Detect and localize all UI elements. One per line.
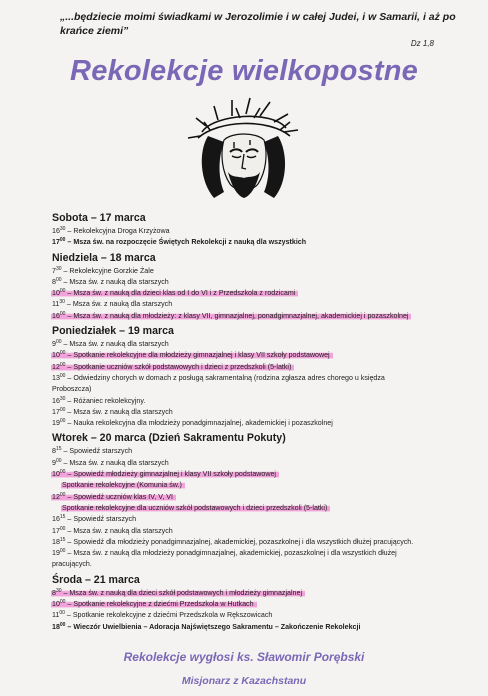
schedule-time: $12^{00}$	[52, 491, 66, 501]
schedule-time: $9^{00}$	[52, 457, 62, 467]
schedule-text: – Spowiedź starszych	[65, 515, 137, 524]
schedule-text: – Wieczór Uwielbienia – Adoracja Najświętszego Sakramentu – Zakończenie Rekolekcji	[65, 622, 361, 631]
schedule-item	[52, 622, 488, 633]
schedule-item	[52, 514, 488, 525]
schedule-item	[52, 299, 488, 310]
schedule-text: – Spotkanie uczniów szkół podstawowych i dzieci z przedszkoli (5-latki)	[65, 362, 292, 371]
schedule-text: – Spowiedź uczniów klas IV, V, VI	[65, 492, 173, 501]
page-title: Rekolekcje wielkopostne	[70, 55, 418, 87]
schedule-text: – Msza św. z nauką dla starszych	[65, 407, 173, 416]
schedule-text: – Msza św. z nauką dla starszych	[61, 458, 169, 467]
schedule-text: – Msza św. z nauką dla młodzieży ponadgimnazjalnej, akademickiej, pozaszkolnej i dla wszystkich dłużej pracujących.	[52, 549, 397, 569]
schedule-text: – Różaniec rekolekcyjny.	[65, 396, 146, 405]
schedule-text: – Nauka rekolekcyjna dla młodzieży ponadgimnazjalnej, akademickiej i pozaszkolnej	[65, 419, 333, 428]
schedule-time: $19^{00}$	[52, 418, 66, 428]
schedule-item	[52, 373, 417, 396]
schedule-item	[52, 458, 488, 469]
jesus-crown-of-thorns-icon	[184, 92, 302, 204]
schedule-time: $10^{00}$	[52, 599, 66, 609]
schedule	[52, 209, 488, 633]
schedule-time: $18^{00}$	[52, 621, 66, 631]
schedule-time: $19^{00}$	[52, 548, 66, 558]
schedule-text: – Msza św. z nauką dla starszych	[61, 340, 169, 349]
schedule-item	[52, 407, 488, 418]
schedule-text: – Spowiedź młodzieży gimnazjalnej i klasy VII szkoły podstawowej	[65, 470, 276, 479]
schedule-item	[52, 277, 488, 288]
schedule-text: Spotkanie rekolekcyjne (Komunia św.)	[62, 481, 182, 490]
schedule-time: $17^{00}$	[52, 406, 66, 416]
schedule-time: $16^{00}$	[52, 310, 66, 320]
schedule-text: – Msza św. z nauką dla starszych	[61, 277, 169, 286]
schedule-time: $12^{00}$	[52, 361, 66, 371]
schedule-time: $11^{30}$	[52, 299, 65, 309]
schedule-item	[52, 311, 488, 322]
schedule-text: – Spowiedź starszych	[61, 447, 133, 456]
schedule-time: $11^{00}$	[52, 610, 65, 620]
schedule-item	[52, 418, 488, 429]
day-heading: Sobota – 17 marca	[52, 212, 146, 224]
schedule-item	[52, 537, 417, 548]
schedule-item	[52, 526, 488, 537]
schedule-item	[52, 237, 488, 248]
schedule-item	[52, 396, 488, 407]
schedule-item	[52, 469, 488, 480]
schedule-item	[52, 339, 488, 350]
schedule-text: – Spotkanie rekolekcyjne z dziećmi Przedszkola w Rększowicach	[64, 611, 273, 620]
bible-reference: Dz 1,8	[410, 39, 434, 48]
schedule-item	[52, 548, 417, 571]
schedule-time: $8^{15}$	[52, 446, 62, 456]
schedule-text: Spotkanie rekolekcyjne dla uczniów szkół podstawowych i dzieci przedszkoli (5-latki)	[62, 503, 328, 512]
schedule-item	[52, 588, 488, 599]
schedule-time: $7^{30}$	[52, 265, 62, 275]
schedule-time: $16^{30}$	[52, 226, 66, 235]
speaker-line: Rekolekcje wygłosi ks. Sławomir Porębski	[123, 650, 365, 664]
schedule-item	[52, 350, 488, 361]
schedule-time: $17^{00}$	[52, 237, 66, 247]
schedule-item	[52, 446, 488, 457]
schedule-text: – Msza św. z nauką dla starszych	[65, 526, 173, 535]
bible-quote: „...będziecie moimi świadkami w Jerozolimie i w całej Judei, i w Samarii, i aż po krańce ziemi”	[60, 11, 456, 37]
schedule-item	[52, 266, 488, 277]
schedule-time: $10^{00}$	[52, 288, 66, 298]
schedule-time: $8^{30}$	[52, 587, 62, 597]
day-heading: Wtorek – 20 marca (Dzień Sakramentu Pokuty)	[52, 432, 286, 445]
schedule-text: – Odwiedziny chorych w domach z posługą sakramentalną (rodzina zgłasza adres chorego u księdza Proboszcza)	[52, 373, 385, 394]
schedule-time: $18^{15}$	[52, 536, 66, 546]
schedule-time: $10^{00}$	[52, 350, 66, 360]
schedule-text: – Spowiedź dla młodzieży ponadgimnazjalnej, akademickiej, pozaszkolnej i dla wszystkich dłużej pracujących.	[65, 537, 414, 546]
day-heading: Niedziela – 18 marca	[52, 251, 156, 264]
day-heading: Środa – 21 marca	[52, 573, 140, 586]
schedule-text: – Msza św. z nauką dla młodzieży: z klasy VII, gimnazjalnej, ponadgimnazjalnej, akademickiej i pozaszkolnej	[65, 311, 409, 320]
schedule-item	[52, 226, 488, 237]
schedule-text: – Spotkanie rekolekcyjne z dziećmi Przedszkola w Hutkach	[65, 600, 254, 609]
schedule-text: – Msza św. z nauką dla starszych	[64, 300, 173, 309]
schedule-item	[52, 288, 488, 299]
schedule-item	[52, 610, 488, 621]
schedule-time: $17^{00}$	[52, 525, 66, 535]
schedule-item	[52, 599, 488, 610]
schedule-time: $13^{00}$	[52, 372, 66, 382]
schedule-time: $16^{15}$	[52, 514, 66, 524]
schedule-item	[52, 480, 488, 491]
schedule-time: $10^{00}$	[52, 469, 66, 479]
schedule-item	[52, 503, 488, 514]
schedule-item	[52, 362, 488, 373]
schedule-time: $16^{30}$	[52, 395, 66, 405]
schedule-text: – Msza św. z nauką dla dzieci szkół podstawowych i młodzieży gimnazjalnej	[61, 588, 303, 597]
schedule-text: – Rekolekcyjna Droga Krzyżowa	[65, 227, 170, 235]
schedule-time: $8^{00}$	[52, 276, 62, 286]
speaker-role: Misjonarz z Kazachstanu	[181, 675, 307, 687]
schedule-text: – Rekolekcyjne Gorzkie Żale	[61, 266, 154, 275]
schedule-text: – Msza św. na rozpoczęcie Świętych Rekolekcji z nauką dla wszystkich	[65, 238, 307, 247]
schedule-time: $9^{00}$	[52, 339, 62, 349]
schedule-text: – Spotkanie rekolekcyjne dla młodzieży gimnazjalnej i klasy VII szkoły podstawowej	[65, 351, 330, 360]
schedule-text: – Msza św. z nauką dla dzieci klas od I do VI i z Przedszkola z rodzicami	[65, 289, 296, 298]
day-heading: Poniedziałek – 19 marca	[52, 325, 174, 338]
schedule-item	[52, 492, 488, 503]
